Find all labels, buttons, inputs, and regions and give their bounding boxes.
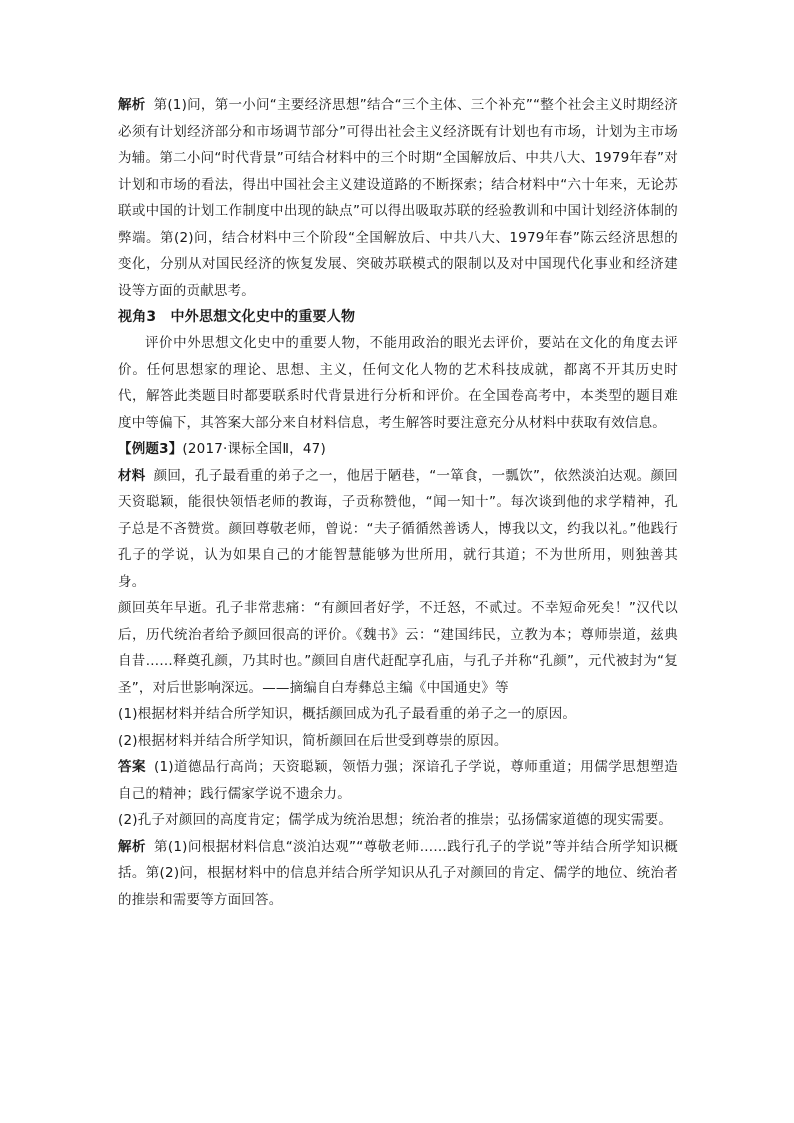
analysis-paragraph-2 [118,834,678,914]
answer-text-1: (1)道德品行高尚；天资聪颖，领悟力强；深谙孔子学说，尊师重道；用儒学思想塑造自己的精神；践行儒家学说不遗余力。 [118,759,678,802]
material-paragraph-2: 颜回英年早逝。孔子非常悲痛：“有颜回者好学，不迁怒，不贰过。不幸短命死矣！”汉代以后，历代统治者给予颜回很高的评价。《魏书》云：“建国纬民，立教为本；尊师崇道，兹典自昔……释奠孔颜，乃其时也。”颜回自唐代赶配享孔庙，与孔子并称“孔颜”，元代被封为“复圣”，对后世影响深远。——摘编自白寿彝总主编《中国通史》等 [118,600,678,696]
analysis-label-2: 解析 [118,838,146,855]
answer-paragraph-2: (2)孔子对颜回的高度肯定；儒学成为统治思想；统治者的推崇；弘扬儒家道德的现实需要。 [118,812,673,828]
example-line [118,436,678,463]
question-1: (1)根据材料并结合所学知识，概括颜回成为孔子最看重的弟子之一的原因。 [118,706,577,722]
analysis-label: 解析 [118,97,146,113]
document-page [118,92,678,913]
material-label: 材料 [118,467,146,484]
section-heading: 视角3 中外思想文化史中的重要人物 [118,309,356,325]
analysis-text: 第(1)问，第一小问“主要经济思想”结合“三个主体、三个补充”“整个社会主义时期经济必须有计划经济部分和市场调节部分”可得出社会主义经济既有计划也有市场，计划为主市场为辅。第二小问“时代背景”可结合材料中的三个时期“全国解放后、中共八大、1979年春”对计划和市场的看法，得出中国社会主义建设道路的不断探索；结合材料中“六十年来，无论苏联或中国的计划工作制度中出现的缺点”可以得出吸取苏联的经验教训和中国计划经济体制的弊端。第(2)问，结合材料中三个阶段“全国解放后、中共八大、1979年春”陈云经济思想的变化，分别从对国民经济的恢复发展、突破苏联模式的限制以及对中国现代化事业和经济建设等方面的贡献思考。 [118,97,678,299]
intro-paragraph: 评价中外思想文化史中的重要人物，不能用政治的眼光去评价，要站在文化的角度去评价。任何思想家的理论、思想、主义，任何文化人物的艺术科技成就，都离不开其历史时代，解答此类题目时都要联系时代背景进行分析和评价。在全国卷高考中，本类型的题目难度中等偏下，其答案大部分来自材料信息，考生解答时要注意充分从材料中获取有效信息。 [118,335,678,431]
example-source: (2017·课标全国Ⅱ，47) [182,441,326,457]
answer-paragraph-1 [118,754,678,807]
material-paragraph-1 [118,463,678,596]
example-label: 【例题3】 [118,441,183,457]
answer-label: 答案 [118,759,147,775]
analysis-text-2: 第(1)问根据材料信息“淡泊达观”“尊敬老师……践行孔子的学说”等并结合所学知识概括。第(2)问，根据材料中的信息并结合所学知识从孔子对颜回的肯定、儒学的地位、统治者的推崇和需要等方面回答。 [118,838,678,908]
material-text-1: 颜回，孔子最看重的弟子之一，他居于陋巷，“一箪食，一瓢饮”，依然淡泊达观。颜回天资聪颖，能很快领悟老师的教诲，子贡称赞他，“闻一知十”。每次谈到他的求学精神，孔子总是不吝赞赏。颜回尊敬老师，曾说：“夫子循循然善诱人，博我以文，约我以礼。”他践行孔子的学说，认为如果自己的才能智慧能够为世所用，就行其道；不为世所用，则独善其身。 [118,467,678,590]
question-2: (2)根据材料并结合所学知识，简析颜回在后世受到尊崇的原因。 [118,732,508,749]
analysis-paragraph-1 [118,92,678,304]
